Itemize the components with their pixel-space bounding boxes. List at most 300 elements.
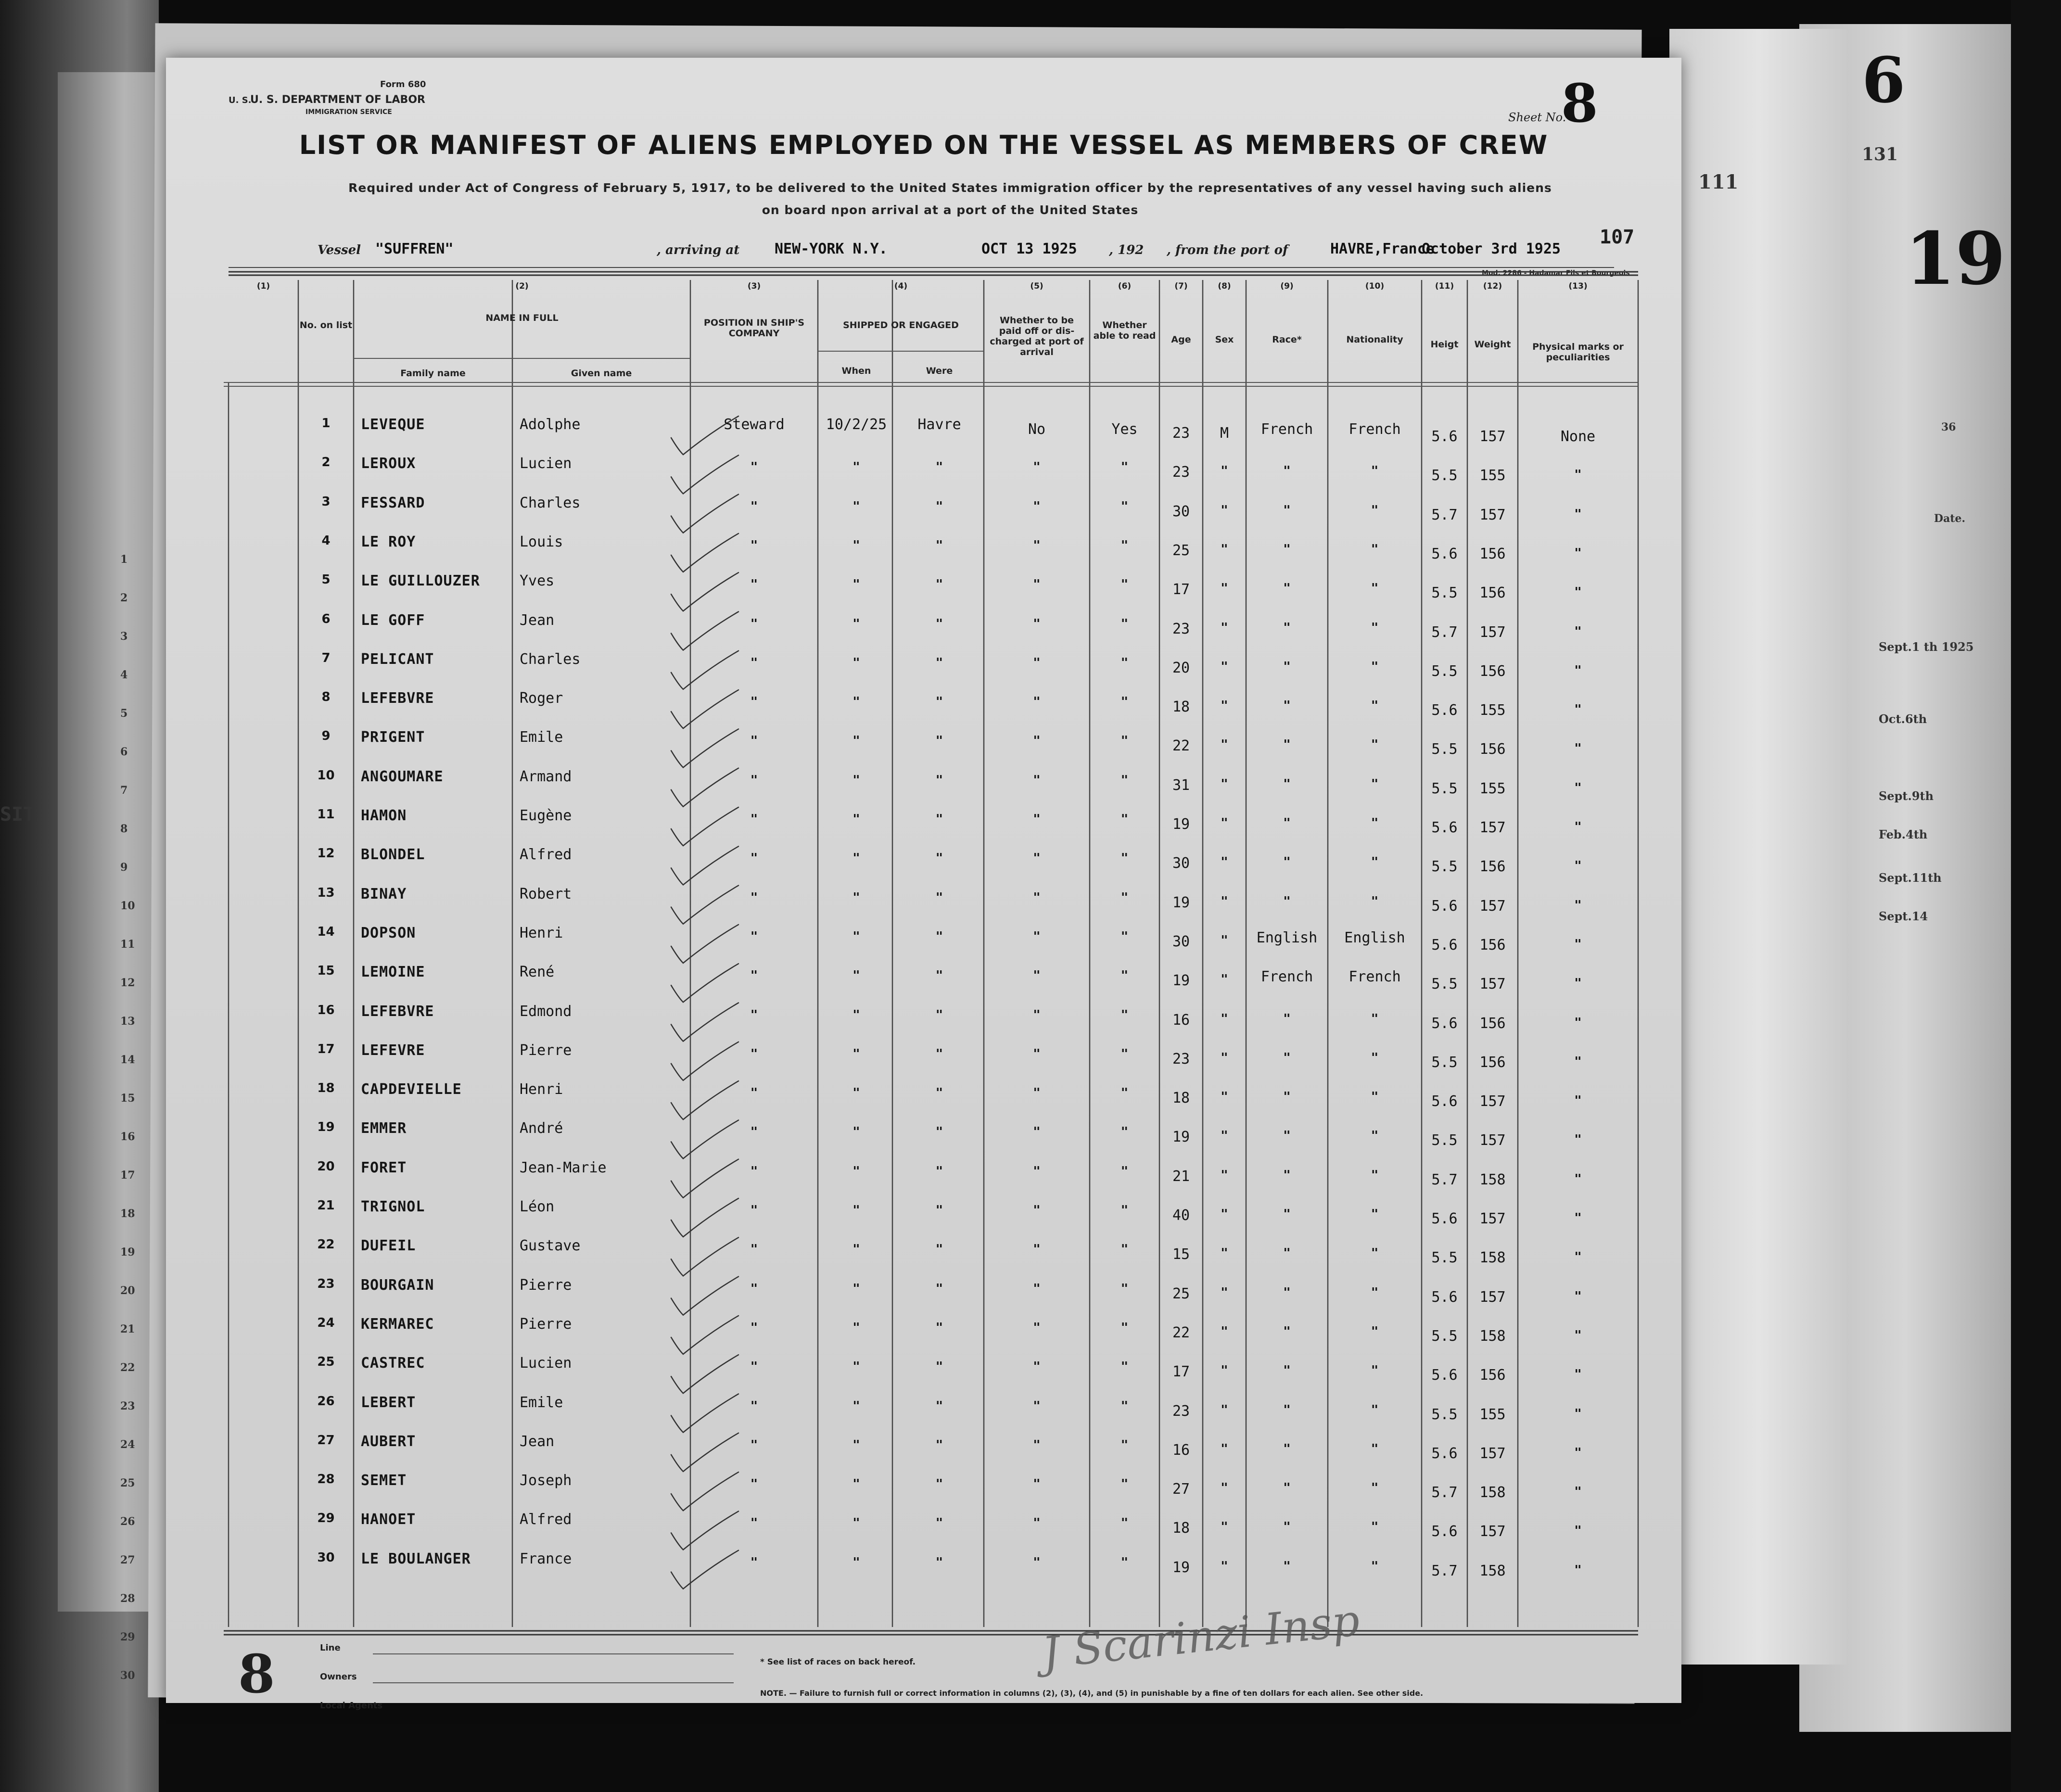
position: " [750, 616, 758, 631]
given-name: Eugène [520, 807, 572, 824]
able-to-read: " [1120, 929, 1129, 944]
physical-marks: " [1574, 585, 1582, 600]
height: 5.6 [1431, 428, 1458, 445]
bg-date-label: Date. [1934, 512, 1966, 525]
bg-number-111: 111 [1698, 171, 1739, 193]
nationality: " [1371, 1207, 1379, 1221]
physical-marks: " [1574, 1054, 1582, 1069]
row-number: 30 [317, 1550, 335, 1565]
row-number: 9 [321, 729, 331, 744]
position: " [750, 1281, 758, 1296]
nationality: " [1371, 464, 1379, 479]
race: " [1283, 1129, 1291, 1144]
shipped-when: " [852, 1360, 860, 1374]
height: 5.6 [1431, 1015, 1458, 1032]
row-number: 1 [321, 416, 331, 431]
row-number: 8 [321, 690, 331, 705]
sex: " [1221, 933, 1228, 948]
height: 5.7 [1431, 623, 1458, 641]
weight: 155 [1479, 467, 1506, 484]
column-number: (10) [1365, 281, 1385, 291]
nationality: " [1371, 1324, 1379, 1339]
shipped-were: " [935, 1125, 943, 1140]
column-number: (7) [1174, 281, 1188, 291]
age: 19 [1172, 1129, 1190, 1146]
column-number: (3) [747, 281, 761, 291]
paid-off: " [1033, 1398, 1041, 1413]
bg-line-number: 23 [120, 1400, 135, 1412]
sex: " [1221, 464, 1228, 479]
sex: " [1221, 855, 1228, 870]
age: 18 [1172, 1520, 1190, 1537]
weight: 158 [1479, 1327, 1506, 1345]
row-number: 28 [317, 1472, 335, 1487]
department-name: U. S. DEPARTMENT OF LABOR [250, 94, 425, 106]
position: " [750, 499, 758, 514]
weight: 157 [1479, 506, 1506, 523]
nationality: French [1349, 421, 1401, 438]
paid-off: " [1033, 773, 1041, 788]
height: 5.7 [1431, 1484, 1458, 1501]
height: 5.6 [1431, 1367, 1458, 1384]
given-name: Roger [520, 690, 563, 707]
weight: 156 [1479, 1054, 1506, 1071]
row-number: 15 [317, 964, 335, 979]
shipped-were: " [935, 890, 943, 905]
paid-off: " [1033, 1281, 1041, 1296]
weight: 156 [1479, 1367, 1506, 1384]
position: " [750, 1516, 758, 1531]
bg-left-text: SIT [0, 803, 35, 826]
race: " [1283, 464, 1291, 479]
able-to-read: " [1120, 499, 1129, 514]
paid-off: " [1033, 1046, 1041, 1061]
nationality: " [1371, 1129, 1379, 1144]
header-were: Were [926, 366, 953, 376]
nationality: " [1371, 620, 1379, 635]
age: 23 [1172, 464, 1190, 481]
shipped-were: " [935, 1320, 943, 1335]
nationality: English [1344, 929, 1405, 946]
physical-marks: " [1574, 663, 1582, 678]
nationality: " [1371, 1441, 1379, 1456]
bg-date-4: Feb.4th [1879, 827, 1928, 841]
paid-off: " [1033, 499, 1041, 514]
age: 22 [1172, 1324, 1190, 1341]
paid-off: " [1033, 1086, 1041, 1101]
able-to-read: " [1120, 890, 1129, 905]
given-name: Robert [520, 885, 572, 902]
given-name: Emile [520, 1394, 563, 1411]
header-able-to-read: Whether able to read [1093, 320, 1156, 341]
shipped-when: " [852, 812, 860, 826]
shipped-were: " [935, 1555, 943, 1570]
header-age: Age [1171, 334, 1191, 345]
bg-line-number: 4 [120, 669, 128, 681]
nationality: " [1371, 816, 1379, 830]
row-number: 16 [317, 1003, 335, 1017]
weight: 155 [1479, 1406, 1506, 1423]
bg-line-number: 28 [120, 1592, 135, 1605]
nationality: " [1371, 776, 1379, 791]
able-to-read: " [1120, 734, 1129, 749]
vessel-label: Vessel [318, 243, 361, 257]
position: " [750, 734, 758, 749]
sex: " [1221, 1207, 1228, 1221]
position: " [750, 1398, 758, 1413]
family-name: ANGOUMARE [361, 768, 444, 785]
year-label: , 192 [1109, 243, 1144, 257]
age: 23 [1172, 425, 1190, 442]
bg-line-number: 30 [120, 1669, 135, 1682]
shipped-were: " [935, 695, 943, 710]
able-to-read: " [1120, 538, 1129, 553]
weight: 155 [1479, 780, 1506, 797]
family-name: BOURGAIN [361, 1276, 434, 1294]
shipped-when: " [852, 890, 860, 905]
paid-off: " [1033, 1203, 1041, 1218]
height: 5.5 [1431, 976, 1458, 993]
able-to-read: " [1120, 1281, 1129, 1296]
age: 40 [1172, 1207, 1190, 1224]
header-height: Heigt [1430, 339, 1459, 350]
family-name: EMMER [361, 1120, 407, 1137]
race: " [1283, 776, 1291, 791]
paid-off: " [1033, 577, 1041, 592]
subtitle-line-1: Required under Act of Congress of February 5, 1917, to be delivered to the United States immigration officer by the representatives of any vessel having such aliens [348, 181, 1552, 195]
weight: 157 [1479, 1093, 1506, 1110]
shipped-when: " [852, 1242, 860, 1257]
weight: 157 [1479, 819, 1506, 836]
able-to-read: " [1120, 968, 1129, 983]
physical-marks: " [1574, 1015, 1582, 1030]
nationality: " [1371, 699, 1379, 713]
shipped-were: " [935, 616, 943, 631]
bg-line-number: 22 [120, 1361, 135, 1374]
given-name: Pierre [520, 1042, 572, 1059]
page-title: LIST OR MANIFEST OF ALIENS EMPLOYED ON THE VESSEL AS MEMBERS OF CREW [299, 130, 1549, 160]
from-port: HAVRE,France [1330, 241, 1435, 257]
shipped-when: " [852, 538, 860, 553]
nationality: " [1371, 1090, 1379, 1105]
weight: 156 [1479, 585, 1506, 602]
position: " [750, 695, 758, 710]
given-name: Jean [520, 1433, 555, 1450]
given-name: Armand [520, 768, 572, 785]
header-shipped-engaged: SHIPPED OR ENGAGED [843, 320, 959, 330]
age: 20 [1172, 659, 1190, 676]
paid-off: " [1033, 1007, 1041, 1022]
shipped-when: " [852, 1164, 860, 1179]
family-name: LEMOINE [361, 964, 425, 981]
shipped-when: " [852, 616, 860, 631]
shipped-were: " [935, 734, 943, 749]
row-number: 26 [317, 1394, 335, 1409]
race: " [1283, 1324, 1291, 1339]
row-number: 7 [321, 650, 331, 665]
physical-marks: " [1574, 1485, 1582, 1500]
family-name: SEMET [361, 1472, 407, 1489]
nationality: " [1371, 542, 1379, 557]
able-to-read: " [1120, 577, 1129, 592]
age: 17 [1172, 581, 1190, 598]
sex: " [1221, 816, 1228, 830]
physical-marks: " [1574, 702, 1582, 717]
position: " [750, 538, 758, 553]
header-paid-off: Whether to be paid off or dis-charged at port of arrival [990, 315, 1084, 357]
given-name: France [520, 1550, 572, 1567]
column-number: (1) [256, 281, 270, 291]
shipped-when: " [852, 499, 860, 514]
race: " [1283, 1011, 1291, 1026]
family-name: PRIGENT [361, 729, 425, 746]
row-number: 2 [321, 455, 331, 470]
age: 25 [1172, 1285, 1190, 1302]
shipped-were: Havre [917, 416, 961, 433]
sex: " [1221, 1402, 1228, 1417]
position: " [750, 1555, 758, 1570]
header-weight: Weight [1474, 339, 1511, 350]
height: 5.5 [1431, 1327, 1458, 1345]
given-name: Henri [520, 924, 563, 941]
paid-off: " [1033, 1437, 1041, 1452]
weight: 157 [1479, 897, 1506, 915]
paid-off: " [1033, 968, 1041, 983]
able-to-read: " [1120, 1203, 1129, 1218]
paid-off: " [1033, 460, 1041, 475]
shipped-were: " [935, 1360, 943, 1374]
column-number: (9) [1280, 281, 1294, 291]
footer-agents-label: Local Agents [320, 1701, 383, 1711]
physical-marks: " [1574, 1211, 1582, 1225]
given-name: Emile [520, 729, 563, 746]
given-name: Edmond [520, 1003, 572, 1020]
bg-line-number: 19 [120, 1246, 135, 1258]
shipped-were: " [935, 1164, 943, 1179]
sex: " [1221, 699, 1228, 713]
nationality: " [1371, 659, 1379, 674]
shipped-when: " [852, 1203, 860, 1218]
given-name: Charles [520, 494, 581, 511]
shipped-when: " [852, 460, 860, 475]
footer-sheet-number: 8 [238, 1643, 275, 1705]
paid-off: " [1033, 538, 1041, 553]
weight: 156 [1479, 741, 1506, 758]
paid-off: " [1033, 734, 1041, 749]
sex: " [1221, 1441, 1228, 1456]
arriving-label: , arriving at [657, 243, 740, 257]
row-number: 6 [321, 611, 331, 626]
race: " [1283, 894, 1291, 909]
row-number: 12 [317, 846, 335, 861]
header-name-in-full: NAME IN FULL [485, 313, 559, 323]
physical-marks: " [1574, 1563, 1582, 1577]
able-to-read: " [1120, 616, 1129, 631]
height: 5.5 [1431, 1132, 1458, 1149]
race: " [1283, 737, 1291, 752]
sex: " [1221, 1246, 1228, 1261]
weight: 158 [1479, 1249, 1506, 1267]
row-number: 21 [317, 1198, 335, 1213]
able-to-read: " [1120, 1398, 1129, 1413]
position: " [750, 1125, 758, 1140]
physical-marks: " [1574, 741, 1582, 756]
height: 5.7 [1431, 1171, 1458, 1188]
height: 5.6 [1431, 702, 1458, 719]
row-number: 5 [321, 572, 331, 587]
given-name: Alfred [520, 846, 572, 864]
height: 5.5 [1431, 1249, 1458, 1267]
given-name: Léon [520, 1198, 555, 1215]
weight: 158 [1479, 1171, 1506, 1188]
header-given-name: Given name [571, 368, 632, 379]
bg-line-number: 14 [120, 1054, 135, 1066]
bg-number-19: 19 [1905, 216, 2006, 301]
row-number: 11 [317, 807, 335, 822]
race: " [1283, 816, 1291, 830]
family-name: FESSARD [361, 494, 425, 511]
race: " [1283, 1402, 1291, 1417]
position: Steward [724, 416, 785, 433]
family-name: DUFEIL [361, 1237, 416, 1255]
row-number: 19 [317, 1120, 335, 1135]
paid-off: " [1033, 1360, 1041, 1374]
race: " [1283, 699, 1291, 713]
paid-off: No [1028, 421, 1046, 438]
physical-marks: " [1574, 1328, 1582, 1343]
physical-marks: " [1574, 898, 1582, 913]
sex: " [1221, 1324, 1228, 1339]
header-race: Race* [1272, 334, 1302, 345]
able-to-read: " [1120, 1046, 1129, 1061]
shipped-when: " [852, 695, 860, 710]
shipped-were: " [935, 1281, 943, 1296]
bg-date-3: Sept.9th [1879, 789, 1934, 803]
family-name: BLONDEL [361, 846, 425, 864]
able-to-read: " [1120, 1516, 1129, 1531]
family-name: DOPSON [361, 924, 416, 941]
page-number: 107 [1600, 226, 1635, 248]
sex: " [1221, 1090, 1228, 1105]
header-position: POSITION IN SHIP'S COMPANY [703, 318, 805, 339]
subtitle-line-2: on board npon arrival at a port of the United States [762, 203, 1139, 217]
family-name: TRIGNOL [361, 1198, 425, 1215]
bg-date-2: Oct.6th [1879, 712, 1927, 726]
given-name: Yves [520, 572, 555, 590]
arrival-date: OCT 13 1925 [981, 241, 1077, 257]
shipped-when: " [852, 1477, 860, 1492]
bg-line-number: 12 [120, 977, 135, 989]
nationality: " [1371, 1246, 1379, 1261]
able-to-read: " [1120, 1242, 1129, 1257]
position: " [750, 655, 758, 670]
height: 5.6 [1431, 819, 1458, 836]
family-name: AUBERT [361, 1433, 416, 1450]
bg-line-number: 24 [120, 1438, 135, 1451]
bg-line-number: 1 [120, 553, 128, 566]
bg-line-number: 13 [120, 1015, 135, 1028]
paid-off: " [1033, 1164, 1041, 1179]
row-number: 10 [317, 768, 335, 783]
weight: 157 [1479, 1210, 1506, 1227]
bg-line-number: 16 [120, 1131, 135, 1143]
height: 5.5 [1431, 1406, 1458, 1423]
footer-line-label: Line [320, 1643, 341, 1653]
age: 30 [1172, 933, 1190, 950]
row-number: 20 [317, 1159, 335, 1174]
shipped-were: " [935, 1203, 943, 1218]
age: 19 [1172, 972, 1190, 990]
physical-marks: " [1574, 1367, 1582, 1382]
paid-off: " [1033, 929, 1041, 944]
row-number: 13 [317, 885, 335, 900]
weight: 156 [1479, 1015, 1506, 1032]
given-name: Jean [520, 611, 555, 629]
column-number: (5) [1030, 281, 1043, 291]
position: " [750, 968, 758, 983]
family-name: BINAY [361, 885, 407, 902]
shipped-were: " [935, 773, 943, 788]
age: 22 [1172, 737, 1190, 755]
given-name: Adolphe [520, 416, 581, 433]
family-name: LE BOULANGER [361, 1550, 471, 1567]
column-number: (11) [1435, 281, 1454, 291]
shipped-when: " [852, 655, 860, 670]
height: 5.6 [1431, 1288, 1458, 1306]
given-name: Lucien [520, 1355, 572, 1372]
bg-number-131: 131 [1862, 144, 1898, 165]
shipped-when: " [852, 1437, 860, 1452]
row-number: 17 [317, 1042, 335, 1056]
nationality: " [1371, 1011, 1379, 1026]
physical-marks: " [1574, 1445, 1582, 1460]
shipped-were: " [935, 1007, 943, 1022]
height: 5.5 [1431, 1054, 1458, 1071]
height: 5.5 [1431, 585, 1458, 602]
sex: " [1221, 1129, 1228, 1144]
paid-off: " [1033, 616, 1041, 631]
column-number: (2) [515, 281, 529, 291]
physical-marks: " [1574, 546, 1582, 560]
family-name: HANOET [361, 1511, 416, 1528]
row-number: 18 [317, 1081, 335, 1096]
background-right-paper-inner [1669, 29, 1847, 1665]
given-name: Charles [520, 650, 581, 668]
position: " [750, 890, 758, 905]
race: English [1256, 929, 1318, 946]
height: 5.7 [1431, 506, 1458, 523]
age: 31 [1172, 776, 1190, 794]
age: 19 [1172, 894, 1190, 911]
shipped-when: " [852, 1086, 860, 1101]
able-to-read: " [1120, 1477, 1129, 1492]
paid-off: " [1033, 812, 1041, 826]
shipped-were: " [935, 655, 943, 670]
family-name: LE GUILLOUZER [361, 572, 480, 590]
service-name: IMMIGRATION SERVICE [305, 108, 392, 116]
background-right-edge [2011, 0, 2061, 1792]
height: 5.6 [1431, 1093, 1458, 1110]
paid-off: " [1033, 1555, 1041, 1570]
sex: " [1221, 503, 1228, 518]
position: " [750, 1203, 758, 1218]
height: 5.5 [1431, 662, 1458, 680]
race: " [1283, 659, 1291, 674]
row-number: 3 [321, 494, 331, 509]
race-note: * See list of races on back hereof. [760, 1657, 916, 1667]
able-to-read: " [1120, 1320, 1129, 1335]
bg-number-36: 36 [1941, 421, 1956, 433]
